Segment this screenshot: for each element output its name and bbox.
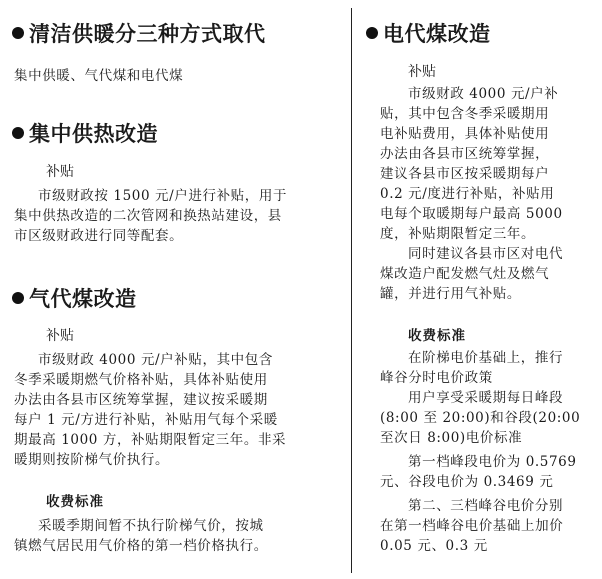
body-line: 市级财政按 1500 元/户进行补贴，用于 <box>38 188 288 204</box>
body-line: 在第一档峰谷电价基础上加价 <box>380 518 564 534</box>
section-heading-electric-for-coal: 电代煤改造 <box>366 21 491 47</box>
body-line: 在阶梯电价基础上，推行 <box>408 350 564 366</box>
column-divider <box>351 8 352 573</box>
body-line: 镇燃气居民用气价格的第一档价格执行。 <box>14 538 268 554</box>
body-line: 市级财政 4000 元/户补贴，其中包含 <box>38 352 273 368</box>
body-line: 0.2 元/度进行补贴，补贴用 <box>380 186 555 202</box>
body-line: 罐，并进行用气补贴。 <box>380 286 521 302</box>
body-line: 峰谷分时电价政策 <box>380 370 493 386</box>
body-line: 第一档峰段电价为 0.5769 <box>408 454 577 470</box>
bullet-icon <box>12 292 24 304</box>
subhead-subsidy: 补贴 <box>408 64 436 80</box>
body-line: 期最高 1000 方，补贴期限暂定三年。非采 <box>14 432 287 448</box>
section-heading-gas-for-coal: 气代煤改造 <box>12 286 137 312</box>
body-line: 每户 1 元/方进行补贴，补贴用气每个采暖 <box>14 412 278 428</box>
body-line: 市区级财政进行同等配套。 <box>14 228 184 244</box>
bullet-icon <box>12 27 24 39</box>
body-line: (8:00 至 20:00)和谷段(20:00 <box>380 410 581 426</box>
body-line: 办法由各县市区统筹掌握，建议按采暖期 <box>14 392 268 408</box>
body-line: 用户享受采暖期每日峰段 <box>408 390 564 406</box>
body-line: 煤改造户配发燃气灶及燃气 <box>380 266 550 282</box>
bullet-icon <box>12 127 24 139</box>
right-column <box>358 0 602 579</box>
body-line: 贴，其中包含冬季采暖期用 <box>380 106 550 122</box>
subhead-fee-standard: 收费标准 <box>408 328 466 344</box>
bullet-icon <box>366 27 378 39</box>
body-line: 冬季采暖期燃气价格补贴，具体补贴使用 <box>14 372 268 388</box>
body-line: 暖期则按阶梯气价执行。 <box>14 452 170 468</box>
body-line: 市级财政 4000 元/户补 <box>408 86 559 102</box>
body-line: 同时建议各县市区对电代 <box>408 246 564 262</box>
section-heading-clean-heating: 清洁供暖分三种方式取代 <box>12 21 266 47</box>
body-line: 0.05 元、0.3 元 <box>380 538 488 554</box>
section-heading-central-heating: 集中供热改造 <box>12 121 158 147</box>
subhead-fee-standard: 收费标准 <box>46 494 104 510</box>
subhead-subsidy: 补贴 <box>46 328 74 344</box>
body-line: 第二、三档峰谷电价分别 <box>408 498 564 514</box>
body-line: 度，补贴期限暂定三年。 <box>380 226 536 242</box>
body-line: 采暖季期间暂不执行阶梯气价，按城 <box>38 518 264 534</box>
subhead-subsidy: 补贴 <box>46 164 74 180</box>
body-line: 集中供热改造的二次管网和换热站建设，县 <box>14 208 282 224</box>
body-line: 电补贴费用，具体补贴使用 <box>380 126 550 142</box>
body-line: 电每个取暖期每户最高 5000 <box>380 206 563 222</box>
body-line: 元、谷段电价为 0.3469 元 <box>380 474 554 490</box>
body-line: 至次日 8:00)电价标准 <box>380 430 523 446</box>
body-line: 建议各县市区按采暖期每户 <box>380 166 550 182</box>
summary-text: 集中供暖、气代煤和电代煤 <box>14 68 184 84</box>
body-line: 办法由各县市区统筹掌握， <box>380 146 550 162</box>
